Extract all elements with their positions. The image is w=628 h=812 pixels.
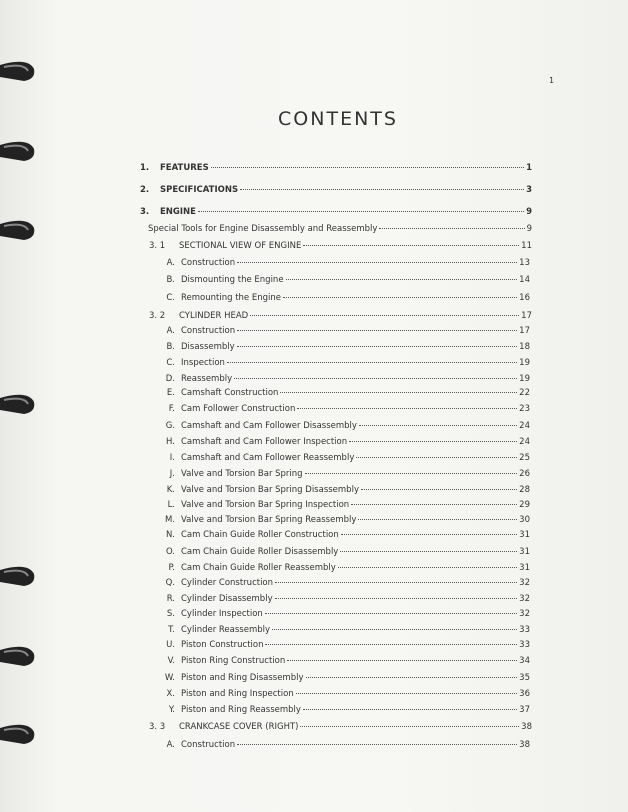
toc-leader-dots (349, 441, 517, 442)
toc-entry-label: Piston Ring Construction (181, 656, 286, 666)
toc-leader-dots (359, 425, 517, 426)
toc-entry-number: H. (166, 437, 175, 447)
toc-entry-label: Construction (181, 740, 236, 750)
toc-leader-dots (338, 567, 517, 568)
toc-entry (158, 342, 530, 352)
toc-leader-dots (275, 598, 518, 599)
toc-entry-number: B. (166, 275, 175, 285)
toc-entry-label: SECTIONAL VIEW OF ENGINE (179, 241, 302, 251)
toc-entry-label: CRANKCASE COVER (RIGHT) (179, 722, 299, 732)
toc-leader-dots (234, 378, 517, 379)
toc-entry-label: Special Tools for Engine Disassembly and Reassembly (148, 224, 378, 234)
toc-entry-label: Cylinder Disassembly (181, 594, 273, 604)
toc-entry (158, 640, 530, 650)
toc-leader-dots (287, 660, 517, 661)
toc-entry-label: Cylinder Inspection (181, 609, 263, 619)
toc-entry-page: 30 (519, 515, 530, 525)
toc-entry-number: I. (169, 453, 175, 463)
toc-entry-number: Q. (165, 578, 175, 588)
toc-entry-page: 17 (519, 326, 530, 336)
page-title: CONTENTS (278, 108, 398, 130)
toc-entry-label: Piston and Ring Disassembly (181, 673, 304, 683)
page-number: 1 (549, 76, 555, 85)
toc-entry (158, 500, 530, 510)
toc-entry (158, 258, 530, 268)
toc-entry (158, 594, 530, 604)
toc-entry-page: 24 (519, 421, 530, 431)
toc-entry-label: FEATURES (160, 163, 209, 173)
binder-ring-icon (0, 560, 40, 590)
toc-entry-label: Camshaft Construction (181, 388, 279, 398)
toc-leader-dots (305, 473, 518, 474)
toc-entry-label: ENGINE (160, 207, 196, 217)
toc-entry (158, 515, 530, 525)
toc-leader-dots (211, 167, 524, 168)
toc-entry-label: Cylinder Construction (181, 578, 274, 588)
toc-entry (158, 326, 530, 336)
toc-entry-page: 13 (519, 258, 530, 268)
toc-leader-dots (237, 330, 517, 331)
toc-entry (149, 241, 532, 251)
toc-entry-label: Cam Chain Guide Roller Reassembly (181, 563, 336, 573)
toc-entry-number: R. (166, 594, 175, 604)
toc-entry-page: 3 (526, 185, 532, 195)
toc-entry-number: C. (166, 358, 175, 368)
toc-entry-page: 36 (519, 689, 530, 699)
toc-leader-dots (356, 457, 517, 458)
toc-entry-page: 38 (519, 740, 530, 750)
toc-entry-number: 3. 3 (149, 722, 166, 732)
toc-entry-label: Piston Construction (181, 640, 264, 650)
binder-ring-icon (0, 718, 40, 748)
toc-leader-dots (340, 551, 517, 552)
toc-entry-label: Valve and Torsion Bar Spring Disassembly (181, 485, 359, 495)
toc-entry-page: 19 (519, 358, 530, 368)
toc-entry-label: Camshaft and Cam Follower Inspection (181, 437, 348, 447)
toc-leader-dots (300, 726, 519, 727)
toc-leader-dots (297, 408, 517, 409)
toc-entry (158, 404, 530, 414)
toc-entry (158, 689, 530, 699)
toc-leader-dots (198, 211, 524, 212)
toc-entry (158, 485, 530, 495)
toc-entry-page: 28 (519, 485, 530, 495)
toc-entry-number: M. (164, 515, 175, 525)
toc-leader-dots (265, 644, 517, 645)
toc-entry (158, 656, 530, 666)
toc-entry (158, 293, 530, 303)
toc-entry (158, 740, 530, 750)
toc-leader-dots (306, 677, 518, 678)
toc-entry-page: 16 (519, 293, 530, 303)
binder-ring-icon (0, 55, 40, 85)
toc-entry (158, 437, 530, 447)
toc-entry-label: Reassembly (181, 374, 233, 384)
toc-entry-page: 11 (521, 241, 532, 251)
toc-entry-label: SPECIFICATIONS (160, 185, 239, 195)
toc-leader-dots (283, 297, 517, 298)
toc-leader-dots (341, 534, 517, 535)
toc-entry-page: 14 (519, 275, 530, 285)
toc-leader-dots (379, 228, 524, 229)
toc-entry-label: Camshaft and Cam Follower Disassembly (181, 421, 357, 431)
toc-entry-page: 26 (519, 469, 530, 479)
toc-leader-dots (275, 582, 517, 583)
toc-leader-dots (265, 613, 517, 614)
toc-entry-page: 34 (519, 656, 530, 666)
toc-entry-number: D. (165, 374, 175, 384)
toc-entry-page: 38 (521, 722, 532, 732)
toc-entry-number: J. (169, 469, 175, 479)
toc-entry (158, 388, 530, 398)
toc-entry-number: C. (166, 293, 175, 303)
toc-leader-dots (303, 709, 517, 710)
toc-leader-dots (286, 279, 518, 280)
toc-entry (158, 563, 530, 573)
toc-entry-number: S. (166, 609, 175, 619)
toc-entry-label: Remounting the Engine (181, 293, 281, 303)
binder-ring-icon (0, 388, 40, 418)
toc-entry-label: Cylinder Reassembly (181, 625, 271, 635)
toc-leader-dots (361, 489, 517, 490)
toc-entry-page: 35 (519, 673, 530, 683)
toc-entry-number: T. (168, 625, 175, 635)
toc-entry-number: V. (167, 656, 175, 666)
toc-entry-page: 9 (526, 224, 532, 234)
toc-entry (158, 705, 530, 715)
toc-entry-page: 25 (519, 453, 530, 463)
binder-ring-icon (0, 640, 40, 670)
toc-leader-dots (237, 262, 517, 263)
toc-entry-page: 37 (519, 705, 530, 715)
toc-entry-number: X. (166, 689, 175, 699)
toc-entry (158, 547, 530, 557)
toc-entry-label: Disassembly (181, 342, 235, 352)
toc-entry (158, 374, 530, 384)
toc-entry (158, 453, 530, 463)
toc-entry-page: 33 (519, 625, 530, 635)
toc-entry-page: 19 (519, 374, 530, 384)
toc-entry-page: 22 (519, 388, 530, 398)
toc-entry-number: L. (167, 500, 175, 510)
toc-entry-number: 1. (140, 163, 150, 173)
toc-entry (149, 311, 532, 321)
toc-leader-dots (280, 392, 517, 393)
toc-entry-page: 24 (519, 437, 530, 447)
toc-entry-page: 31 (519, 530, 530, 540)
toc-entry-number: N. (165, 530, 175, 540)
toc-entry-label: Cam Chain Guide Roller Disassembly (181, 547, 339, 557)
toc-entry (158, 421, 530, 431)
toc-entry-label: Valve and Torsion Bar Spring (181, 469, 303, 479)
toc-entry-number: W. (164, 673, 175, 683)
toc-entry-label: Dismounting the Engine (181, 275, 284, 285)
toc-entry-label: Piston and Ring Inspection (181, 689, 294, 699)
toc-entry-label: Cam Chain Guide Roller Construction (181, 530, 339, 540)
toc-entry-label: Valve and Torsion Bar Spring Reassembly (181, 515, 357, 525)
toc-entry (158, 625, 530, 635)
toc-entry-number: 3. 2 (149, 311, 166, 321)
toc-entry (140, 207, 532, 217)
toc-entry-number: F. (168, 404, 175, 414)
toc-entry (149, 722, 532, 732)
toc-entry (158, 530, 530, 540)
toc-entry-number: A. (166, 740, 175, 750)
toc-entry (140, 185, 532, 195)
toc-entry-label: CYLINDER HEAD (179, 311, 249, 321)
toc-entry (158, 578, 530, 588)
toc-entry (158, 609, 530, 619)
toc-entry (158, 673, 530, 683)
toc-entry-number: B. (166, 342, 175, 352)
toc-entry-label: Cam Follower Construction (181, 404, 296, 414)
toc-entry-page: 33 (519, 640, 530, 650)
toc-entry-number: P. (168, 563, 175, 573)
toc-entry-number: 3. 1 (149, 241, 166, 251)
toc-entry (158, 469, 530, 479)
binder-ring-icon (0, 135, 40, 165)
toc-entry-label: Construction (181, 258, 236, 268)
toc-entry-number: K. (166, 485, 175, 495)
toc-entry-label: Inspection (181, 358, 225, 368)
toc-entry-number: O. (165, 547, 175, 557)
toc-entry-number: G. (165, 421, 175, 431)
toc-leader-dots (227, 362, 517, 363)
toc-entry-page: 29 (519, 500, 530, 510)
toc-leader-dots (237, 744, 517, 745)
toc-leader-dots (237, 346, 517, 347)
toc-entry-number: E. (166, 388, 175, 398)
toc-entry (158, 358, 530, 368)
toc-entry-number: 2. (140, 185, 150, 195)
toc-entry-page: 23 (519, 404, 530, 414)
toc-entry-label: Piston and Ring Reassembly (181, 705, 301, 715)
toc-entry-label: Valve and Torsion Bar Spring Inspection (181, 500, 350, 510)
toc-leader-dots (296, 693, 517, 694)
toc-entry-page: 32 (519, 594, 530, 604)
toc-leader-dots (351, 504, 517, 505)
toc-entry-label: Camshaft and Cam Follower Reassembly (181, 453, 355, 463)
toc-leader-dots (250, 315, 519, 316)
toc-entry (148, 224, 532, 234)
toc-entry-label: Construction (181, 326, 236, 336)
toc-entry (140, 163, 532, 173)
toc-leader-dots (240, 189, 524, 190)
toc-leader-dots (358, 519, 517, 520)
toc-entry-number: A. (166, 258, 175, 268)
toc-entry (158, 275, 530, 285)
toc-entry-page: 17 (521, 311, 532, 321)
toc-entry-page: 1 (526, 163, 532, 173)
toc-entry-page: 18 (519, 342, 530, 352)
toc-leader-dots (272, 629, 517, 630)
toc-entry-page: 31 (519, 547, 530, 557)
toc-entry-number: 3. (140, 207, 150, 217)
toc-leader-dots (303, 245, 519, 246)
toc-entry-page: 9 (526, 207, 532, 217)
toc-entry-page: 32 (519, 609, 530, 619)
toc-entry-number: U. (166, 640, 175, 650)
toc-entry-page: 32 (519, 578, 530, 588)
toc-entry-number: Y. (168, 705, 175, 715)
toc-entry-number: A. (166, 326, 175, 336)
binder-ring-icon (0, 214, 40, 244)
toc-entry-page: 31 (519, 563, 530, 573)
